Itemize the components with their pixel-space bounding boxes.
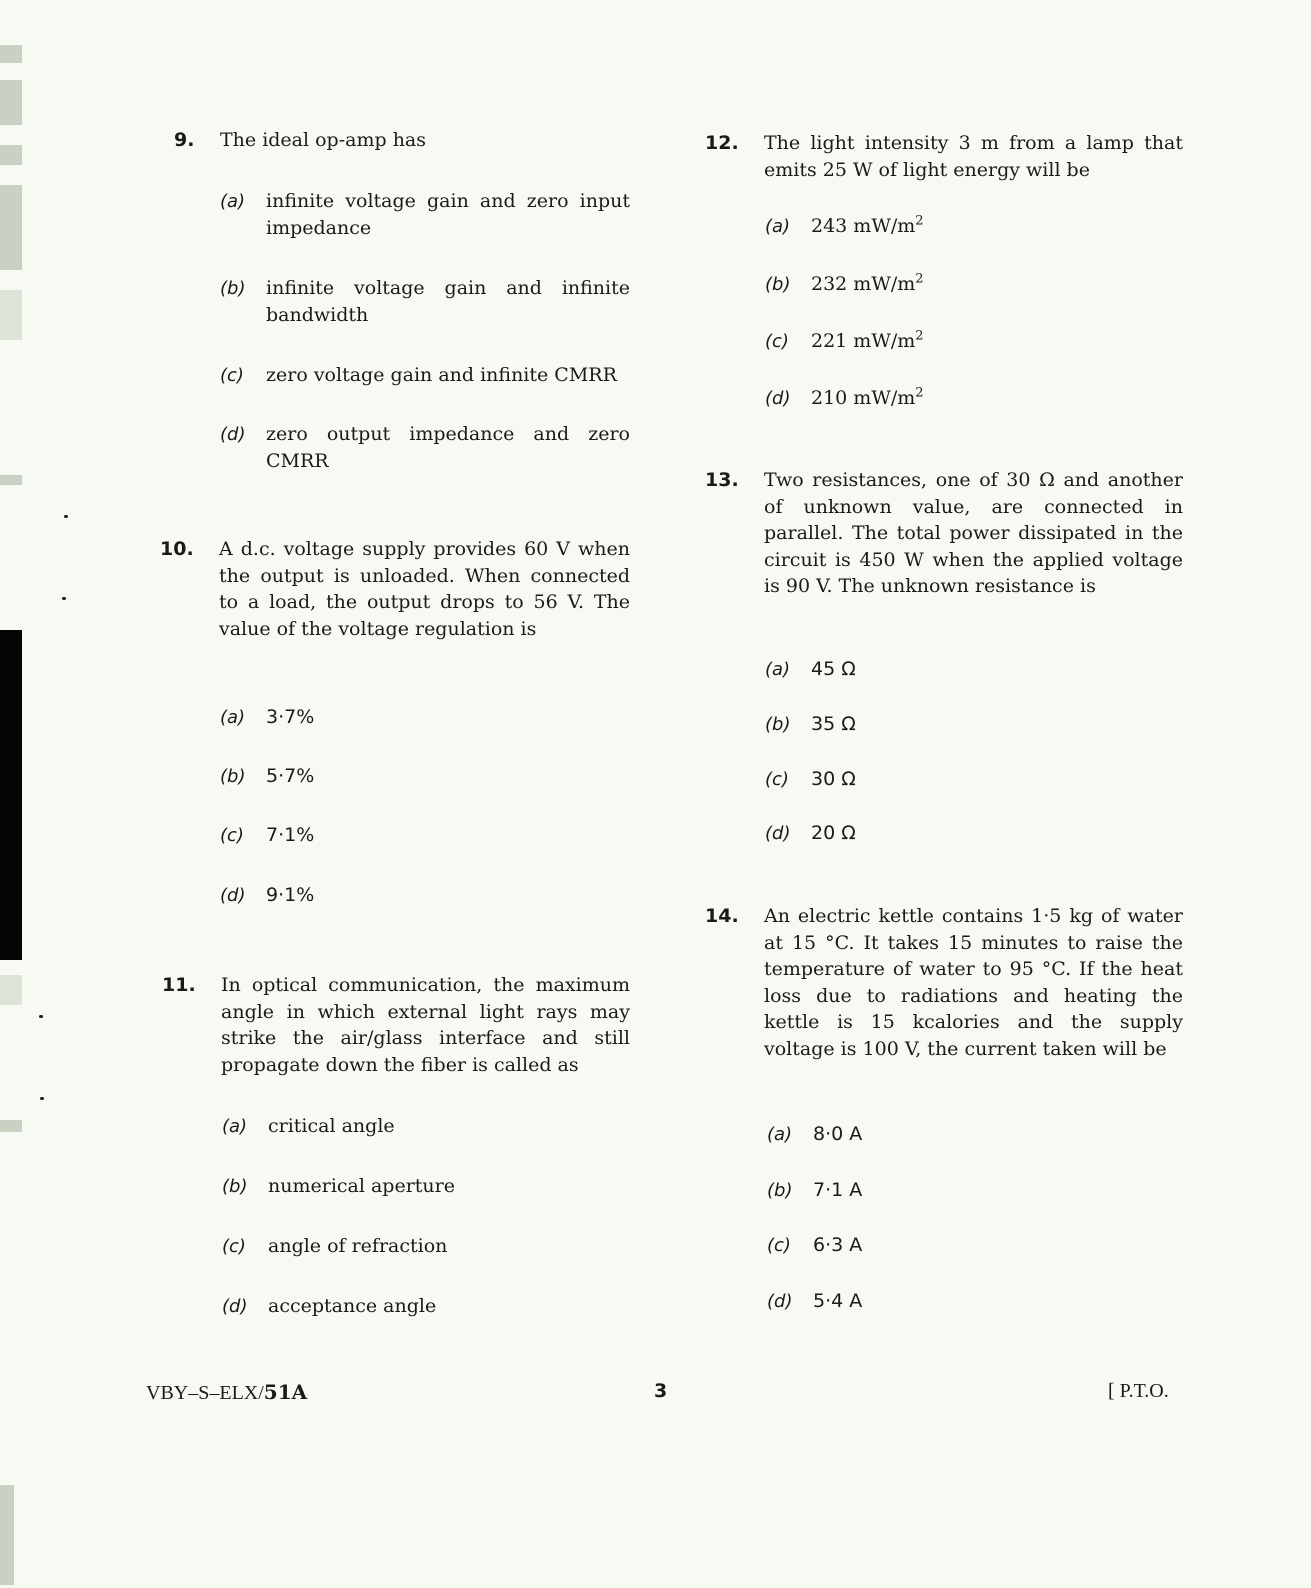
option-letter: (a): [220, 191, 246, 212]
question-text: In optical communication, the maximum angle in which external light rays may strike the air/glass interface and still propagate down the fiber is called as: [221, 974, 630, 1076]
option-text: zero output impedance and zero CMRR: [266, 423, 630, 472]
option-letter: (a): [765, 216, 791, 237]
option-a[interactable]: [765, 213, 924, 241]
option-a[interactable]: [767, 1121, 862, 1149]
question-stem: [162, 972, 630, 1078]
scan-speck: [64, 515, 68, 518]
option-text: 9·1%: [266, 884, 315, 906]
option-letter: (b): [765, 714, 791, 735]
option-b[interactable]: [220, 763, 314, 791]
option-a[interactable]: [222, 1113, 395, 1141]
question-number: 12.: [705, 132, 739, 154]
option-text: 35 Ω: [811, 713, 856, 735]
option-letter: (c): [220, 365, 244, 386]
question-text: The ideal op-amp has: [220, 129, 427, 151]
option-b[interactable]: [220, 275, 630, 328]
option-text: 6·3 A: [813, 1234, 863, 1256]
option-text: acceptance angle: [268, 1295, 437, 1317]
option-letter: (c): [765, 331, 789, 352]
option-a[interactable]: [220, 188, 630, 241]
option-text: 210 $mW/m^2$: [811, 385, 924, 409]
scan-edge-artifact: [0, 185, 22, 270]
question-number: 11.: [162, 974, 196, 996]
option-letter: (d): [765, 388, 791, 409]
question-text: An electric kettle contains 1·5 kg of water at 15 °C. It takes 15 minutes to raise the temperature of water to 95 °C. If the heat loss due to radiations and heating the kettle is 15 kcalories and the supply voltage is 100 V, the current taken will be: [764, 905, 1183, 1060]
option-text: 30 Ω: [811, 768, 856, 790]
footer-page-number: 3: [654, 1380, 668, 1402]
paper-code-prefix: VBY–S–ELX/: [146, 1382, 264, 1404]
option-text: 3·7%: [266, 706, 315, 728]
option-d[interactable]: [222, 1293, 436, 1321]
option-letter: (a): [765, 659, 791, 680]
option-d[interactable]: [767, 1288, 862, 1316]
question-13: [705, 467, 1183, 600]
option-letter: (b): [767, 1180, 793, 1201]
option-letter: (a): [222, 1116, 248, 1137]
scan-speck: [39, 1015, 43, 1018]
option-letter: (c): [765, 769, 789, 790]
option-text: 7·1 A: [813, 1179, 863, 1201]
option-text: critical angle: [268, 1115, 395, 1137]
question-10: [160, 536, 630, 642]
option-text: 221 $mW/m^2$: [811, 328, 924, 352]
option-letter: (d): [222, 1296, 248, 1317]
question-number: 9.: [174, 129, 195, 151]
option-text: 8·0 A: [813, 1123, 863, 1145]
option-letter: (b): [220, 766, 246, 787]
question-number: 10.: [160, 538, 194, 560]
option-text: numerical aperture: [268, 1175, 455, 1197]
option-b[interactable]: [765, 271, 924, 299]
scan-edge-artifact: [0, 80, 22, 125]
scan-edge-artifact: [0, 975, 22, 1005]
option-text: 232 $mW/m^2$: [811, 271, 924, 295]
option-letter: (b): [765, 274, 791, 295]
option-text: 243 $mW/m^2$: [811, 213, 924, 237]
option-d[interactable]: [765, 385, 924, 413]
question-12: [705, 130, 1183, 183]
option-b[interactable]: [765, 711, 856, 739]
option-letter: (d): [220, 424, 246, 445]
option-text: zero voltage gain and infinite CMRR: [266, 364, 617, 386]
question-14: [705, 903, 1183, 1062]
option-letter: (b): [222, 1176, 248, 1197]
option-text: infinite voltage gain and infinite bandwidth: [266, 277, 630, 326]
option-c[interactable]: [220, 822, 314, 850]
option-letter: (a): [767, 1124, 793, 1145]
option-letter: (d): [220, 885, 246, 906]
scan-edge-artifact: [0, 45, 22, 63]
option-text: 5·4 A: [813, 1290, 863, 1312]
option-text: angle of refraction: [268, 1235, 448, 1257]
option-text: 5·7%: [266, 765, 315, 787]
option-b[interactable]: [767, 1177, 862, 1205]
question-number: 14.: [705, 905, 739, 927]
question-number: 13.: [705, 469, 739, 491]
scan-speck: [62, 597, 66, 600]
question-stem: [705, 130, 1183, 183]
question-11: [162, 972, 630, 1078]
option-text: infinite voltage gain and zero input impedance: [266, 190, 630, 239]
scan-edge-artifact: [0, 475, 22, 485]
option-letter: (d): [767, 1291, 793, 1312]
question-stem: [705, 467, 1183, 600]
option-letter: (b): [220, 278, 246, 299]
scan-edge-artifact: [0, 1485, 14, 1585]
option-text: 20 Ω: [811, 822, 856, 844]
option-d[interactable]: [220, 882, 314, 910]
option-c[interactable]: [222, 1233, 447, 1261]
option-letter: (c): [222, 1236, 246, 1257]
footer-pto: [ P.T.O.: [1108, 1380, 1169, 1402]
footer-paper-code: [146, 1380, 307, 1405]
question-stem: [174, 127, 630, 154]
option-text: 7·1%: [266, 824, 315, 846]
option-b[interactable]: [222, 1173, 455, 1201]
option-text: 45 Ω: [811, 658, 856, 680]
option-letter: (a): [220, 707, 246, 728]
question-stem: [705, 903, 1183, 1062]
question-9: [174, 127, 630, 154]
scan-edge-artifact: [0, 1120, 22, 1132]
option-a[interactable]: [220, 704, 314, 732]
option-letter: (c): [220, 825, 244, 846]
question-text: A d.c. voltage supply provides 60 V when the output is unloaded. When connected to a load, the output drops to 56 V. The value of the voltage regulation is: [219, 538, 630, 640]
option-letter: (d): [765, 823, 791, 844]
scan-edge-black-bar: [0, 630, 22, 960]
question-text: The light intensity 3 m from a lamp that emits 25 W of light energy will be: [764, 132, 1183, 181]
paper-code-suffix: 51A: [263, 1380, 308, 1404]
option-a[interactable]: [765, 656, 856, 684]
question-text: Two resistances, one of 30 Ω and another of unknown value, are connected in parallel. The total power dissipated in the circuit is 450 W when the applied voltage is 90 V. The unknown resistance is: [764, 469, 1183, 597]
option-c[interactable]: [767, 1232, 862, 1260]
option-c[interactable]: [765, 328, 924, 356]
option-c[interactable]: [765, 766, 856, 794]
question-stem: [160, 536, 630, 642]
scan-edge-artifact: [0, 290, 22, 340]
scan-speck: [40, 1097, 44, 1100]
option-letter: (c): [767, 1235, 791, 1256]
option-d[interactable]: [765, 820, 856, 848]
scan-edge-artifact: [0, 145, 22, 165]
option-c[interactable]: [220, 362, 630, 390]
option-d[interactable]: [220, 421, 630, 474]
